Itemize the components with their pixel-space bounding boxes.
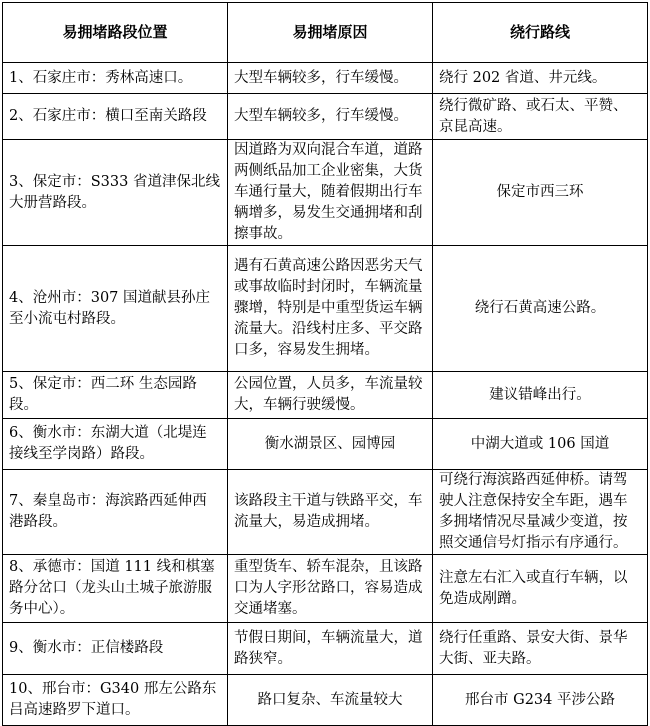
cell-location: 6、衡水市：东湖大道（北堤连接线至学岗路）路段。 (3, 419, 228, 470)
cell-route: 建议错峰出行。 (433, 372, 648, 419)
cell-location: 7、秦皇岛市：海滨路西延伸西港路段。 (3, 470, 228, 555)
cell-route: 绕行任重路、景安大街、景华大街、亚夫路。 (433, 623, 648, 675)
cell-route: 绕行微矿路、或石太、平赞、京昆高速。 (433, 94, 648, 140)
cell-reason: 因道路为双向混合车道，道路两侧纸品加工企业密集，大货车通行量大，随着假期出行车辆增多，易发生交通拥堵和刮擦事故。 (228, 140, 433, 246)
cell-location: 5、保定市：西二环 生态园路段。 (3, 372, 228, 419)
cell-reason: 衡水湖景区、园博园 (228, 419, 433, 470)
cell-location: 2、石家庄市：横口至南关路段 (3, 94, 228, 140)
cell-route: 保定市西三环 (433, 140, 648, 246)
header-row (3, 3, 648, 63)
table-row (3, 623, 648, 675)
cell-reason: 公园位置，人员多，车流量较大，车辆行驶缓慢。 (228, 372, 433, 419)
header-location: 易拥堵路段位置 (3, 3, 228, 63)
cell-route: 注意左右汇入或直行车辆，以免造成剐蹭。 (433, 555, 648, 623)
table-row (3, 555, 648, 623)
cell-location: 8、承德市：国道 111 线和棋塞路分岔口（龙头山土城子旅游服务中心）。 (3, 555, 228, 623)
cell-reason: 节假日期间，车辆流量大，道路狭窄。 (228, 623, 433, 675)
cell-route: 邢台市 G234 平涉公路 (433, 675, 648, 726)
table-row (3, 470, 648, 555)
cell-route: 绕行石黄高速公路。 (433, 246, 648, 372)
cell-reason: 大型车辆较多，行车缓慢。 (228, 63, 433, 94)
cell-reason: 该路段主干道与铁路平交，车流量大，易造成拥堵。 (228, 470, 433, 555)
table-row (3, 94, 648, 140)
cell-reason: 大型车辆较多，行车缓慢。 (228, 94, 433, 140)
cell-route: 可绕行海滨路西延伸桥。请驾驶人注意保持安全车距，遇车多拥堵情况尽量减少变道，按照交通信号灯指示有序通行。 (433, 470, 648, 555)
cell-reason: 重型货车、轿车混杂，且该路口为人字形岔路口，容易造成交通堵塞。 (228, 555, 433, 623)
table-row (3, 372, 648, 419)
cell-location: 1、石家庄市：秀林高速口。 (3, 63, 228, 94)
table-row (3, 63, 648, 94)
header-reason: 易拥堵原因 (228, 3, 433, 63)
cell-reason: 路口复杂、车流量较大 (228, 675, 433, 726)
cell-reason: 遇有石黄高速公路因恶劣天气或事故临时封闭时，车辆流量骤增，特别是中重型货运车辆流量大。沿线村庄多、平交路口多，容易发生拥堵。 (228, 246, 433, 372)
table-row (3, 246, 648, 372)
cell-route: 中湖大道或 106 国道 (433, 419, 648, 470)
cell-location: 10、邢台市：G340 邢左公路东吕高速路罗下道口。 (3, 675, 228, 726)
cell-location: 9、衡水市：正信楼路段 (3, 623, 228, 675)
header-route: 绕行路线 (433, 3, 648, 63)
table-row (3, 675, 648, 726)
cell-location: 4、沧州市：307 国道献县孙庄至小流屯村路段。 (3, 246, 228, 372)
table-row (3, 419, 648, 470)
table-row (3, 140, 648, 246)
cell-route: 绕行 202 省道、井元线。 (433, 63, 648, 94)
congestion-table (2, 2, 648, 726)
cell-location: 3、保定市：S333 省道津保北线大册营路段。 (3, 140, 228, 246)
